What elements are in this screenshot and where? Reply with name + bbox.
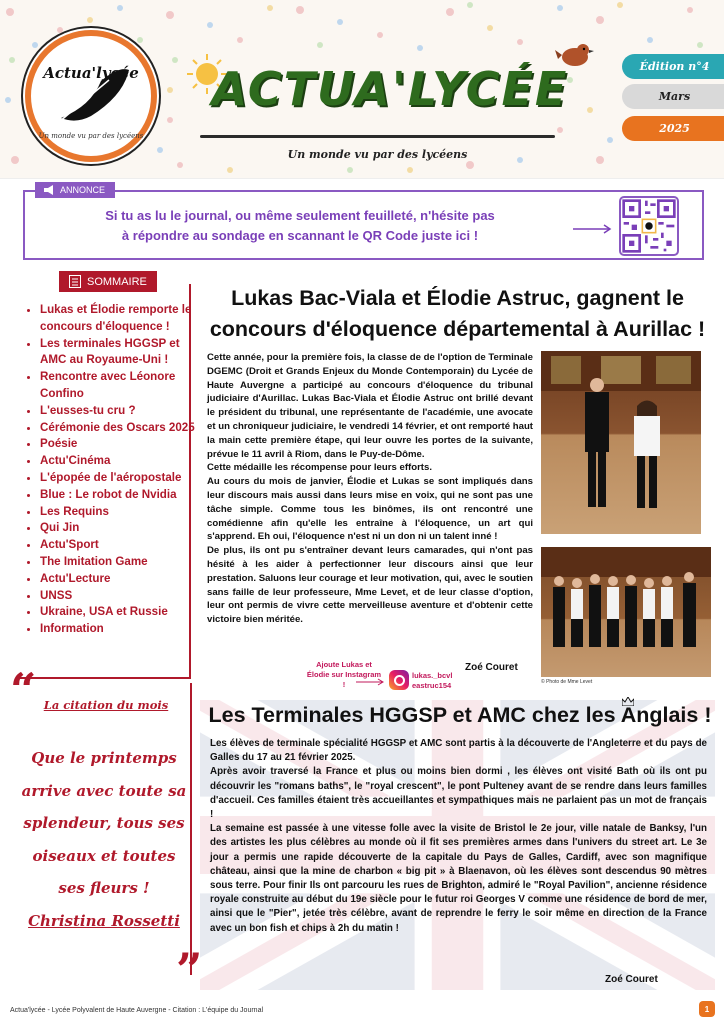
announcement-tag-label: ANNONCE — [60, 185, 106, 195]
toc-item[interactable]: • L'épopée de l'aéropostale — [40, 470, 200, 487]
toc-item[interactable]: • Qui Jin — [40, 520, 200, 537]
close-quote-icon: ” — [176, 943, 203, 997]
arrow-right-icon — [356, 678, 386, 686]
citation-quote — [20, 742, 188, 937]
photo-group-illustration — [541, 547, 711, 677]
instagram-handles — [412, 671, 452, 691]
citation-author: Christina Rossetti — [28, 911, 180, 930]
megaphone-icon — [43, 185, 54, 195]
photo-group — [541, 547, 711, 677]
toc-item[interactable]: • The Imitation Game — [40, 554, 200, 571]
announcement-box — [23, 185, 704, 260]
toc-item[interactable]: • Poésie — [40, 436, 200, 453]
table-of-contents — [26, 302, 200, 638]
article1-title: Lukas Bac-Viala et Élodie Astruc, gagnent le concours d'éloquence départemental à Aurillac ! — [209, 286, 706, 341]
toc-item[interactable]: • Information — [40, 621, 200, 638]
article1-paragraph: Au cours du mois de janvier, Élodie et Lukas se sont impliqués dans leur discours mais aussi dans leurs mise en voix, qui ne sont pas une tâche simple. Comme tous les binômes, ils ont rencontré une comédienne afin qu'elle les entraîne à l'éloquence, un art qui s'apprend. Eh oui, l'éloquence n'est ni un don ni un talent inné ! — [207, 476, 533, 543]
logo — [25, 30, 157, 162]
toc-item[interactable]: • Cérémonie des Oscars 2025 — [40, 420, 200, 437]
toc-item[interactable]: • L'eusses-tu cru ? — [40, 403, 200, 420]
announcement-tag — [35, 182, 115, 198]
toc-item[interactable]: • Actu'Sport — [40, 537, 200, 554]
article1-author: Zoé Couret — [465, 662, 518, 673]
page-number: 1 — [699, 1001, 715, 1017]
sommaire-header — [59, 271, 157, 292]
announcement-text — [80, 206, 520, 246]
arrow-right-icon — [573, 224, 613, 234]
tagline: Un monde vu par des lycéens — [287, 148, 468, 161]
photo-credit: © Photo de Mme Levet — [541, 679, 593, 685]
list-icon — [69, 275, 81, 288]
article1-paragraph: Cette année, pour la première fois, la classe de de l'option de Terminale DGEMC (Droit et Grands Enjeux du Monde Contemporain) du Lycée de Haute Auvergne a participé au concours d'éloquence du tribunal judiciaire d'Aurillac. Lukas Bac-Viala et Élodie Astruc ont brillé devant le président du tribunal, une représentante de l'académie, une avocate et un chroniqueur judiciaire, le vendredi 14 février, et ont remporté haut la main cette première étape, qui leur ouvre les portes de la suivante, prévue le 11 avril à Riom, dans le Puy-de-Dôme. — [207, 352, 533, 460]
toc-item[interactable]: • Les terminales HGGSP et AMC au Royaume-Uni ! — [40, 336, 200, 370]
bird-icon — [555, 40, 595, 70]
sommaire-title: SOMMAIRE — [87, 275, 147, 288]
toc-item[interactable]: • Actu'Cinéma — [40, 453, 200, 470]
toc-item[interactable]: • Blue : Le robot de Nvidia — [40, 487, 200, 504]
article2-paragraph: Après avoir traversé la France et plus ou moins bien dormi , les élèves ont visité Bath où ils ont pu découvrir les "romans baths", le "royal crescent", le pont Pulteney avant de se rendre dans leurs familles d'accueil. Ces familles étaient très accueillantes et sympathiques mais ne parlaient pas un mot de français ! — [210, 766, 707, 821]
edition-badge: Édition n°4 — [622, 54, 724, 79]
toc-item[interactable]: • Actu'Lecture — [40, 571, 200, 588]
photo-winners — [541, 351, 701, 534]
toc-item[interactable]: • Ukraine, USA et Russie — [40, 604, 200, 621]
article1-paragraph: Cette médaille les récompense pour leurs efforts. — [207, 462, 432, 474]
footer-text: Actua'lycée - Lycée Polyvalent de Haute Auvergne - Citation : L'équipe du Journal — [10, 1007, 264, 1014]
month-badge: Mars — [622, 84, 724, 109]
article2-paragraph: La semaine est passée à une vitesse folle avec la visite de Bristol le 2e jour, ville natale de Banksy, l'un des artistes les plus célèbres au monde où il fit ses premières armes dans l'univers du street art. Le 3e jour a permis une rapide découverte de la capitale du Pays de Galles, Cardiff, avec son magnifique château, ainsi que la mine de charbon « big pit » à Blaenavon, où les élèves sont descendus 90 mètres sous terre. Pour finir Ils ont parcouru les rues de Brighton, admiré le "Royal Pavilion", ancienne résidence royale construite au début du 19e siècle pour le futur roi Georges V comme une résidence de bord de mer, ainsi que le "Pier", jetée très célèbre, avant de reprendre le ferry le soir même en direction de la France avec un bon fish et chips à 2h du matin ! — [210, 823, 707, 934]
article2-body — [210, 737, 707, 936]
citation-title: La citation du mois — [43, 698, 169, 712]
logo-title: Actua'lycée — [43, 64, 139, 82]
toc-item[interactable]: • Lukas et Élodie remporte le concours d'éloquence ! — [40, 302, 200, 336]
crown-icon — [622, 697, 634, 706]
masthead-title: ACTUA'LYCÉE — [211, 62, 569, 116]
header-banner — [0, 0, 724, 179]
article2-paragraph: Les élèves de terminale spécialité HGGSP et AMC sont partis à la découverte de l'Angleterre et du pays de Galles du 17 au 21 février 2025. — [210, 738, 707, 764]
qr-code-icon[interactable] — [619, 196, 679, 256]
open-quote-icon: “ — [10, 663, 37, 717]
toc-item[interactable]: • UNSS — [40, 588, 200, 605]
instagram-note: Ajoute Lukas et Élodie sur Instagram ! — [306, 660, 382, 689]
article1-body — [207, 351, 533, 627]
article2-author: Zoé Couret — [605, 974, 658, 985]
photo-winners-illustration — [541, 351, 701, 534]
announcement-line-1: Si tu as lu le journal, ou même seulement feuilleté, n'hésite pas — [105, 208, 495, 223]
citation-text: Que le printemps arrive avec toute sa splendeur, tous ses oiseaux et toutes ses fleurs ! — [21, 749, 187, 897]
instagram-icon[interactable] — [389, 670, 409, 690]
masthead-underline — [200, 135, 555, 138]
article1-paragraph: De plus, ils ont pu s'entraîner devant leurs camarades, qui n'ont pas hésité à les aider à perfectionner leur discours ainsi que leur prestation. Saluons leur courage et leur motivation, qui, avec le soutien sans faille de leur professeure, Mme Levet, et de leur classe d'option, leur ont permis de vivre cette merveilleuse aventure et d'obtenir cette victoire bien méritée. — [207, 545, 533, 626]
year-badge: 2025 — [622, 116, 724, 141]
logo-tagline: Un monde vu par des lycéens — [38, 132, 144, 140]
toc-item[interactable]: • Rencontre avec Léonore Confino — [40, 369, 200, 403]
instagram-handle[interactable]: lukas._bcvl — [412, 671, 453, 680]
instagram-handle[interactable]: eastruc154 — [412, 681, 452, 690]
announcement-line-2: à répondre au sondage en scannant le QR Code juste ici ! — [121, 228, 479, 243]
toc-item[interactable]: • Les Requins — [40, 504, 200, 521]
article2-title: Les Terminales HGGSP et AMC chez les Anglais ! — [208, 703, 712, 727]
